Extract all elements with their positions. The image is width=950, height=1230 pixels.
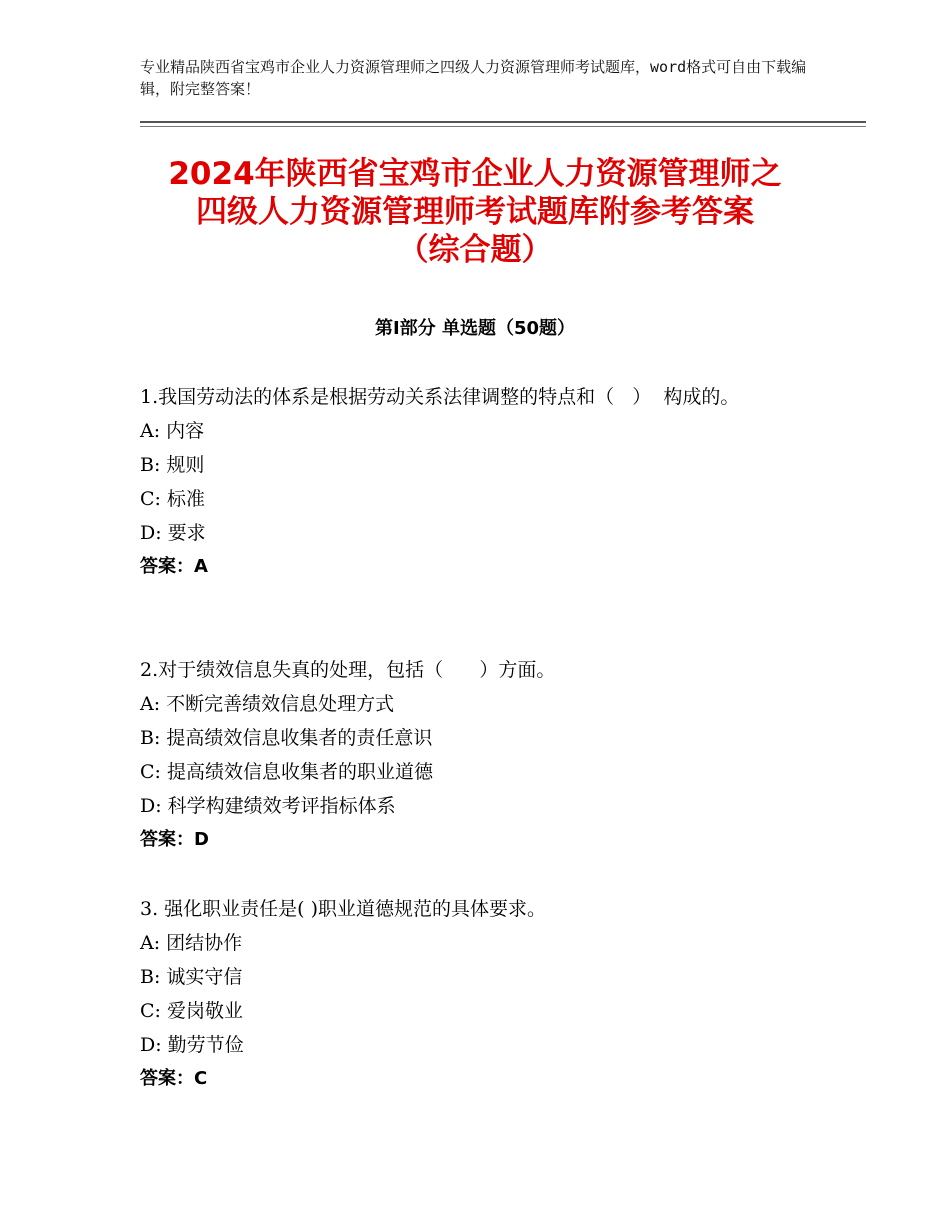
option-d: D: 要求 bbox=[140, 522, 206, 544]
option-d: D: 勤劳节俭 bbox=[140, 1034, 244, 1056]
question-3 bbox=[140, 892, 840, 1096]
question-stem: 3. 强化职业责任是( )职业道德规范的具体要求。 bbox=[140, 898, 547, 920]
question-1 bbox=[140, 380, 840, 584]
header-note: 专业精品陕西省宝鸡市企业人力资源管理师之四级人力资源管理师考试题库，word格式可自由下载编辑，附完整答案！ bbox=[140, 58, 807, 98]
question-stem: 2.对于绩效信息失真的处理，包括（ ）方面。 bbox=[140, 659, 556, 681]
section-heading: 第Ⅰ部分 单选题（50题） bbox=[374, 318, 575, 339]
option-c: C: 标准 bbox=[140, 488, 205, 510]
answer-line: 答案：A bbox=[140, 556, 208, 577]
option-a: A: 不断完善绩效信息处理方式 bbox=[140, 693, 395, 715]
title-line-1: 2024年陕西省宝鸡市企业人力资源管理师之 bbox=[168, 156, 782, 192]
title-line-3: （综合题） bbox=[397, 232, 553, 268]
option-b: B: 诚实守信 bbox=[140, 966, 243, 988]
option-b: B: 规则 bbox=[140, 454, 205, 476]
option-c: C: 爱岗敬业 bbox=[140, 1000, 243, 1022]
title-line-2: 四级人力资源管理师考试题库附参考答案 bbox=[196, 194, 754, 230]
option-b: B: 提高绩效信息收集者的责任意识 bbox=[140, 727, 433, 749]
header-rule-thin bbox=[140, 126, 866, 127]
answer-line: 答案：D bbox=[140, 829, 209, 850]
question-stem: 1.我国劳动法的体系是根据劳动关系法律调整的特点和（ ） 构成的。 bbox=[140, 386, 740, 408]
question-2 bbox=[140, 653, 840, 857]
option-a: A: 团结协作 bbox=[140, 932, 243, 954]
option-d: D: 科学构建绩效考评指标体系 bbox=[140, 795, 396, 817]
document-title bbox=[100, 155, 850, 269]
answer-line: 答案：C bbox=[140, 1068, 208, 1089]
header-rule-thick bbox=[140, 121, 866, 123]
option-a: A: 内容 bbox=[140, 420, 205, 442]
option-c: C: 提高绩效信息收集者的职业道德 bbox=[140, 761, 433, 783]
